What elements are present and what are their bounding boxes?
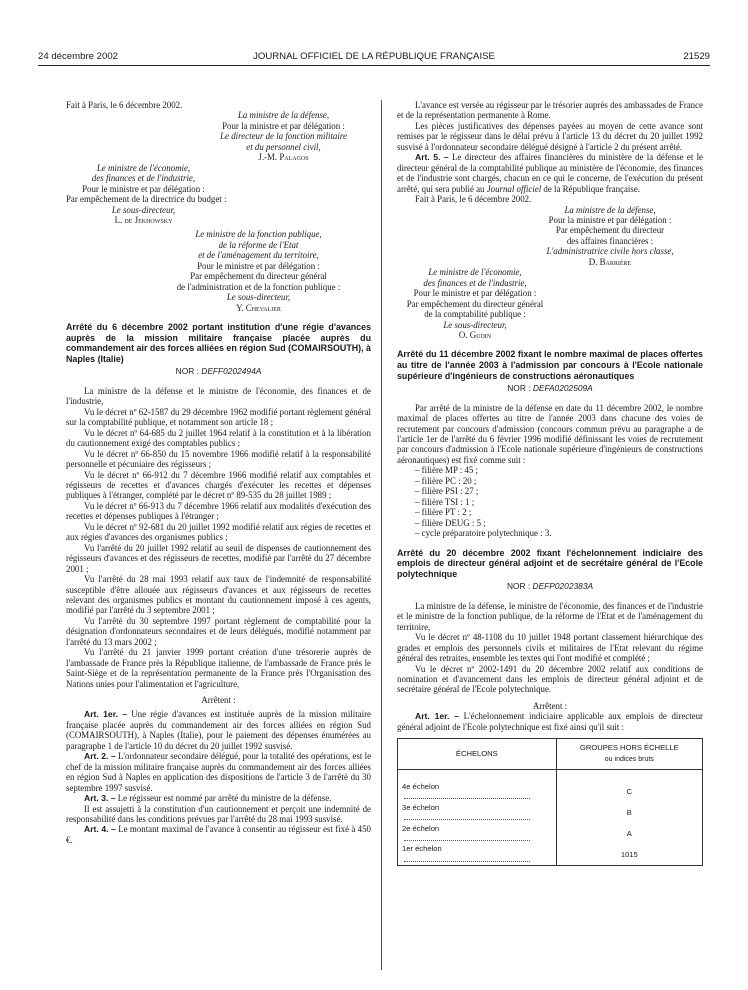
index-cell: B <box>556 803 702 824</box>
signature-line: Pour le ministre et par délégation : <box>197 260 320 271</box>
list-item: – filière PSI : 27 ; <box>415 486 479 497</box>
visa: Vu le décret nº 2002-1491 du 20 décembre 2002 relatif aux conditions de nomination et d'avancement dans les emplois de directeur général adjoint et de secrétaire général de l'Ecole polytechnique. <box>397 663 703 695</box>
article: Il est assujetti à la constitution d'un cautionnement et perçoit une indemnité de responsabilité dans les conditions prévues par l'arrêté du 28 mai 1993 susvisé. <box>66 803 371 825</box>
nor-reference: NOR : DEFF0202494A <box>175 366 262 377</box>
signature-line: Pour le ministre et par délégation : <box>413 288 537 299</box>
signature-line: Par empêchement du directeur général <box>190 271 327 282</box>
visa: Vu le décret nº 66-913 du 7 décembre 1966 relatif aux modalités d'exécution des recettes et dépenses publiques à l'étranger ; <box>66 500 371 522</box>
signature-line: et de l'aménagement du territoire, <box>198 250 319 261</box>
signature-line: Pour la ministre et par délégation : <box>222 120 345 131</box>
signature-line: L'administratrice civile hors classe, <box>546 246 674 257</box>
signature-line: Le sous-directeur, <box>111 204 176 215</box>
paragraph: L'avance est versée au régisseur par le trésorier auprès des ambassades de France et de la représentation permanente à Rome. <box>397 100 703 121</box>
signature-date: Fait à Paris, le 6 décembre 2002. <box>66 100 183 110</box>
decree-title: Arrêté du 6 décembre 2002 portant institution d'une régie d'avances auprès de la mission militaire française placée auprès du commandement air des forces alliées en région Sud (COMAIRSOUTH), à Naples (Italie) <box>66 322 371 364</box>
nor-reference: NOR : DEFA0202509A <box>507 383 593 394</box>
list-item: – filière PC : 20 ; <box>415 475 477 486</box>
echelon-cell: 2e échelon <box>398 824 557 845</box>
page-header <box>38 51 710 66</box>
visa: Vu le décret nº 66-912 du 7 décembre 1966 modifié relatif aux comptables et régisseurs de recettes et d'avances chargés d'exécuter les recettes et dépenses publiques à l'étranger, complété par le décret nº 89-535 du 28 juillet 1989 ; <box>66 469 371 501</box>
article: Art. 4. – Le montant maximal de l'avance à consentir au régisseur est fixé à 450 €. <box>66 824 371 845</box>
table-header <box>398 739 703 770</box>
decree-title: Arrêté du 11 décembre 2002 fixant le nombre maximal de places offertes au titre de l'année 2003 à l'admission par concours à l'Ecole nationale supérieure d'ingénieurs de constructions aéronautiques <box>397 349 703 381</box>
signature-block-1 <box>66 100 371 163</box>
table-row <box>398 844 703 865</box>
signature-line: Le ministre de la fonction publique, <box>195 229 322 240</box>
visa: Vu le décret nº 66-850 du 15 novembre 1966 modifié relatif à la responsabilité personnelle et pécuniaire des régisseurs ; <box>66 448 371 470</box>
preamble: La ministre de la défense, le ministre de l'économie, des finances et de l'industrie et le ministre de la fonction publique, de la réforme de l'Etat et de l'aménagement du territoire, <box>397 600 703 632</box>
arretent-heading: Arrêtent : <box>532 700 568 711</box>
signature-line: Par empêchement de la directrice du budget : <box>66 194 227 205</box>
signature-line: Par empêchement du directeur <box>555 225 665 236</box>
table-row <box>398 782 703 803</box>
journal-title: JOURNAL OFFICIEL DE LA RÉPUBLIQUE FRANÇAISE <box>253 51 495 62</box>
places-list <box>397 465 703 538</box>
signature-line: Le sous-directeur, <box>443 319 507 330</box>
table-row <box>398 824 703 845</box>
visa: Vu l'arrêté du 20 juillet 1992 relatif au seuil de dispenses de cautionnement des régisseurs d'avances et des régisseurs de recettes, modifié par l'arrêté du 27 décembre 2001 ; <box>66 542 371 574</box>
article: Art. 1er. – L'échelonnement indiciaire applicable aux emplois de directeur général adjoint de l'Ecole polytechnique est fixé ainsi qu'il suit : <box>397 711 704 732</box>
visa: Vu le décret nº 62-1587 du 29 décembre 1962 modifié portant règlement général sur la comptabilité publique, et notamment son article 18 ; <box>66 406 371 428</box>
nor-reference: NOR : DEFP0202383A <box>506 581 594 592</box>
visa: Vu le décret nº 48-1108 du 10 juillet 1948 portant classement hiérarchique des grades et emplois des personnels civils et militaires de l'Etat relevant du régime général des retraites, ensemble les textes qui l'ont modifié et complété ; <box>397 632 703 664</box>
page-number: 21529 <box>683 51 710 62</box>
paragraph: Par arrêté de la ministre de la défense en date du 11 décembre 2002, le nombre maximal de places offertes au titre de l'année 2003 dans chacune des voies de recrutement par concours d'admission (concours commun prévu au paragraphe a de l'article 1er de l'arrêté du 6 février 1996 modifié définissant les voies de recrutement par concours d'admission à l'Ecole nationale supérieure d'ingénieurs de constructions aéronautiques) est fixé comme suit : <box>397 402 703 465</box>
list-item: – filière DEUG : 5 ; <box>415 517 486 528</box>
echelon-cell: 1er échelon <box>398 844 557 865</box>
index-cell: 1015 <box>556 844 702 865</box>
list-item: – filière PT : 2 ; <box>415 507 472 518</box>
visa: Vu le décret nº 64-685 du 2 juillet 1964 relatif à la constitution et à la libération du cautionnement exigé des comptables publics ; <box>66 427 371 449</box>
signature-line: de la comptabilité publique : <box>424 309 526 320</box>
right-column <box>397 100 703 866</box>
column-divider <box>381 100 382 970</box>
column-header: ÉCHELONS <box>398 739 557 770</box>
signature-name: Y. Chevalier <box>236 302 281 313</box>
signature-line: La ministre de la défense, <box>237 110 330 121</box>
signature-line: Le ministre de l'économie, <box>96 162 191 173</box>
signature-name: J.-M. Palagos <box>258 152 309 163</box>
paragraph: Les pièces justificatives des dépenses payées au moyen de cette avance sont remises par le régisseur dans le délai prévu à l'article 13 du décret du 20 juillet 1992 susvisé à l'ordonnateur secondaire délégué désigné à l'article 2 du présent arrêté. <box>397 120 703 152</box>
echelon-cell: 3e échelon <box>398 803 557 824</box>
article: Art. 2. – L'ordonnateur secondaire délégué, pour la totalité des opérations, est le chef de la mission militaire française auprès du commandement air des forces alliées en région Sud à Naples en application des dispositions de l'article 3 de l'arrêté du 30 septembre 1997 susvisé. <box>66 751 372 793</box>
signature-line: La ministre de la défense, <box>564 204 656 215</box>
table-row <box>398 803 703 824</box>
signature-line: de la réforme de l'Etat <box>218 239 299 250</box>
echelon-cell: 4e échelon <box>398 782 557 803</box>
visa: Vu l'arrêté du 21 janvier 1999 portant création d'une trésorerie auprès de l'ambassade de France près la République italienne, de l'ambassade de France près le Saint-Siège et de la représentation permanente de la France près l'Organisation des Nations unies pour l'alimentation et l'agriculture, <box>66 647 371 689</box>
signature-line: Pour le ministre et par délégation : <box>82 183 205 194</box>
left-column <box>66 100 371 845</box>
signature-line: Le directeur de la fonction militaire <box>220 131 347 142</box>
article: Art. 5. – Le directeur des affaires financières du ministère de la défense et le directeur général de la comptabilité publique au ministère de l'économie, des finances et de l'industrie sont chargés, chacun en ce qui le concerne, de l'exécution du présent arrêté, qui sera publié au Journal officiel de la République française. <box>397 152 703 194</box>
signature-block-3 <box>146 229 371 313</box>
signature-line: des finances et de l'industrie, <box>91 173 196 184</box>
signature-name: O. Gudin <box>458 329 492 340</box>
signature-line: et du personnel civil, <box>246 141 321 152</box>
list-item: – cycle préparatoire polytechnique : 3. <box>415 528 552 539</box>
signature-line: Par empêchement du directeur général <box>406 298 544 309</box>
signature-line: Pour la ministre et par délégation : <box>548 214 672 225</box>
visa: Vu l'arrêté du 28 mai 1993 relatif aux taux de l'indemnité de responsabilité susceptible d'être allouée aux régisseurs d'avances et aux régisseurs de recettes relevant des organismes publics et montant du cautionnement imposé à ces agents, modifié par l'arrêté du 3 septembre 2001 ; <box>66 574 371 616</box>
header-date: 24 décembre 2002 <box>38 51 119 62</box>
signature-block-4 <box>397 194 703 267</box>
signature-line: Le ministre de l'économie, <box>428 267 522 278</box>
signature-line: de l'administration et de la fonction publique : <box>176 281 341 292</box>
signature-block-2 <box>66 162 227 226</box>
preamble: La ministre de la défense et le ministre de l'économie, des finances et de l'industrie, <box>66 385 371 407</box>
signature-block-5 <box>397 267 553 340</box>
signature-line: des affaires financières : <box>566 235 654 246</box>
signature-date: Fait à Paris, le 6 décembre 2002. <box>415 194 532 205</box>
visa: Vu le décret nº 92-681 du 20 juillet 1992 modifié relatif aux régies de recettes et aux régies d'avances des organismes publics ; <box>66 521 371 543</box>
index-cell: A <box>556 824 702 845</box>
article: Art. 1er. – Une régie d'avances est instituée auprès de la mission militaire française placée auprès du commandement air des forces alliées en région Sud (COMAIRSOUTH), à Naples (Italie), pour le paiement des dépenses énumérées au paragraphe 1 de l'article 10 du décret du 20 juillet 1992 susvisé. <box>66 709 371 751</box>
signature-line: Le sous-directeur, <box>226 292 291 303</box>
arretent-heading: Arrêtent : <box>201 695 236 706</box>
visa: Vu l'arrêté du 30 septembre 1997 portant règlement de comptabilité pour la désignation d'ordonnateurs secondaires et de leurs délégués, modifié notamment par l'arrêté du 13 mars 2002 ; <box>66 615 371 647</box>
signature-name: L. de Jekhowsky <box>114 214 173 225</box>
echelon-table <box>397 738 703 866</box>
index-cell: C <box>556 782 702 803</box>
decree-title: Arrêté du 20 décembre 2002 fixant l'échelonnement indiciaire des emplois de directeur général adjoint et de secrétaire général de l'Ecole polytechnique <box>397 547 703 579</box>
signature-line: des finances et de l'industrie, <box>423 277 527 288</box>
list-item: – filière MP : 45 ; <box>415 465 479 476</box>
list-item: – filière TSI : 1 ; <box>415 496 475 507</box>
article: Art. 3. – Le régisseur est nommé par arrêté du ministre de la défense. <box>84 793 332 804</box>
signature-name: D. Barrière <box>588 256 632 267</box>
column-header: GROUPES HORS ÉCHELLE ou indices bruts <box>556 739 702 770</box>
